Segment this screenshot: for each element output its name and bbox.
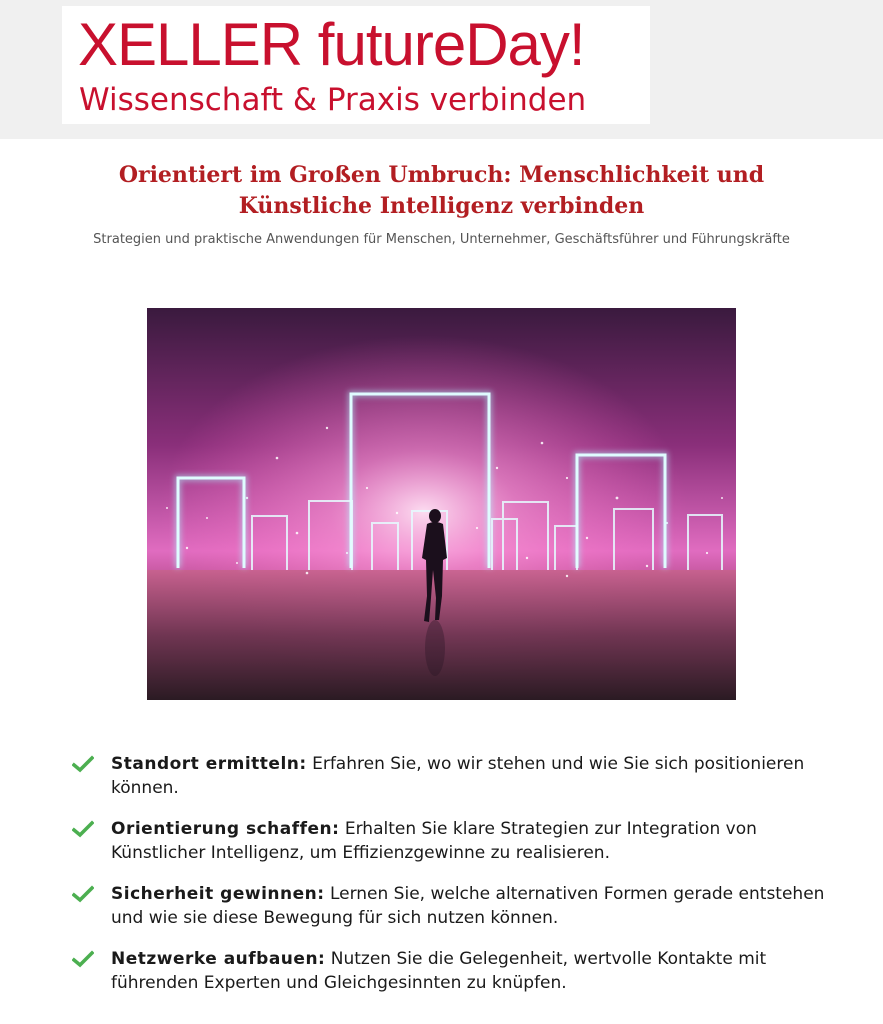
feature-text: Erfahren Sie, wo wir stehen und wie Sie sich positionieren können. (111, 754, 805, 798)
check-icon (72, 950, 94, 968)
feature-list (72, 752, 832, 995)
feature-item-sicherheit (72, 882, 832, 930)
xeller-futureday-logo[interactable] (62, 6, 650, 124)
feature-item-orientierung (72, 817, 832, 865)
feature-text: Lernen Sie, welche alternativen Formen gerade entstehen und wie sie diese Bewegung für sich nutzen können. (111, 884, 825, 928)
neon-portals-illustration (147, 308, 736, 700)
feature-title: Sicherheit gewinnen: (111, 884, 325, 904)
feature-title: Standort ermitteln: (111, 754, 307, 774)
feature-item-netzwerke (72, 947, 832, 995)
page-subline: Strategien und praktische Anwendungen für Menschen, Unternehmer, Geschäftsführer und Führungskräfte (93, 232, 790, 247)
hero-image (147, 308, 736, 700)
feature-text: Nutzen Sie die Gelegenheit, wertvolle Kontakte mit führenden Experten und Gleichgesinnten zu knüpfen. (111, 949, 767, 993)
feature-title: Netzwerke aufbauen: (111, 949, 326, 969)
feature-text: Erhalten Sie klare Strategien zur Integration von Künstlicher Intelligenz, um Effizienzgewinne zu realisieren. (111, 819, 757, 863)
check-icon (72, 820, 94, 838)
check-icon (72, 885, 94, 903)
feature-title: Orientierung schaffen: (111, 819, 340, 839)
logo-title: XELLER futureDay! (78, 11, 585, 78)
logo-tagline: Wissenschaft & Praxis verbinden (79, 82, 587, 118)
check-icon (72, 755, 94, 773)
feature-item-standort (72, 752, 832, 800)
page-headline: Orientiert im Großen Umbruch: Menschlichkeit und Künstliche Intelligenz verbinden (118, 162, 765, 219)
